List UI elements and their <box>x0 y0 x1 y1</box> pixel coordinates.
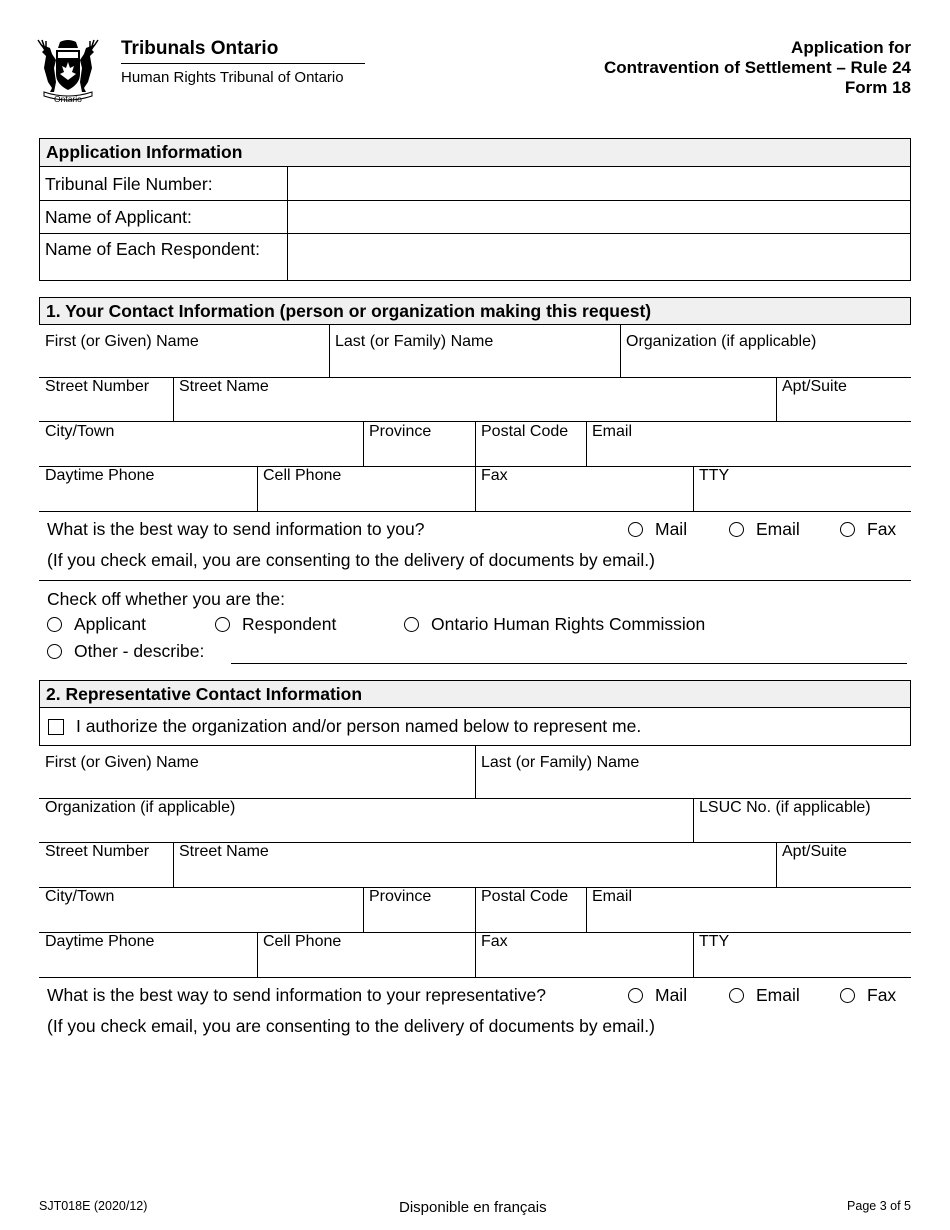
rep-first-name-label: First (or Given) Name <box>45 754 199 771</box>
rep-fax-field[interactable] <box>477 955 692 976</box>
other-radio[interactable] <box>47 644 62 659</box>
column-divider <box>620 325 621 377</box>
street-name-label: Street Name <box>179 378 269 395</box>
rep-cell-phone-label: Cell Phone <box>263 933 342 950</box>
city-label: City/Town <box>45 423 115 440</box>
email-option-label: Email <box>756 519 800 539</box>
rep-organization-label: Organization (if applicable) <box>45 799 236 816</box>
first-name-field[interactable] <box>40 355 328 376</box>
column-divider <box>363 421 364 466</box>
street-number-field[interactable] <box>40 400 172 420</box>
apt-suite-field[interactable] <box>778 400 910 420</box>
title-divider <box>121 63 365 64</box>
role-ohrc-option[interactable] <box>404 614 705 635</box>
rep-postal-code-label: Postal Code <box>481 888 569 905</box>
email-field[interactable] <box>588 445 910 465</box>
column-divider <box>475 932 476 977</box>
street-number-label: Street Number <box>45 378 150 395</box>
column-divider <box>475 466 476 511</box>
rep-apt-suite-label: Apt/Suite <box>782 843 847 860</box>
rep-last-name-label: Last (or Family) Name <box>481 754 640 771</box>
role-respondent-option[interactable] <box>215 614 336 635</box>
rep-street-number-label: Street Number <box>45 843 150 860</box>
row-divider <box>39 842 911 843</box>
fax-radio[interactable] <box>840 522 855 537</box>
rep-daytime-phone-label: Daytime Phone <box>45 933 155 950</box>
rep-email-label: Email <box>592 888 633 905</box>
column-divider <box>173 377 174 421</box>
column-divider <box>257 466 258 511</box>
role-other-option[interactable] <box>47 641 204 662</box>
daytime-phone-label: Daytime Phone <box>45 467 155 484</box>
column-divider <box>693 932 694 977</box>
ohrc-radio[interactable] <box>404 617 419 632</box>
postal-code-label: Postal Code <box>481 423 569 440</box>
column-divider <box>693 798 694 842</box>
rep-street-name-field[interactable] <box>175 865 775 886</box>
column-divider <box>475 421 476 466</box>
column-divider <box>586 421 587 466</box>
file-number-field[interactable] <box>289 168 910 199</box>
column-divider <box>287 167 288 281</box>
email-radio[interactable] <box>729 522 744 537</box>
rep-city-label: City/Town <box>45 888 115 905</box>
rep-apt-suite-field[interactable] <box>778 865 910 886</box>
rep-email-radio[interactable] <box>729 988 744 1003</box>
organization-label: Organization (if applicable) <box>626 333 817 350</box>
rep-street-name-label: Street Name <box>179 843 269 860</box>
file-number-label: Tribunal File Number: <box>45 174 213 194</box>
column-divider <box>475 887 476 932</box>
email-label: Email <box>592 423 633 440</box>
lsuc-number-label: LSUC No. (if applicable) <box>699 799 871 816</box>
check-off-role-label: Check off whether you are the: <box>47 589 286 609</box>
rep-fax-radio[interactable] <box>840 988 855 1003</box>
role-applicant-option[interactable] <box>47 614 146 635</box>
rep-province-label: Province <box>369 888 432 905</box>
province-label: Province <box>369 423 432 440</box>
last-name-field[interactable] <box>331 355 619 376</box>
rep-tty-field[interactable] <box>695 955 910 976</box>
daytime-phone-field[interactable] <box>40 489 256 510</box>
cell-phone-label: Cell Phone <box>263 467 342 484</box>
rep-method-fax-option[interactable] <box>840 985 896 1006</box>
lsuc-number-field[interactable] <box>695 821 910 841</box>
rep-email-field[interactable] <box>588 910 910 931</box>
representative-heading: 2. Representative Contact Information <box>39 680 911 708</box>
logo-caption: Ontario <box>54 94 82 104</box>
mail-option-label: Mail <box>655 519 688 539</box>
tty-label: TTY <box>699 467 730 484</box>
authorize-label: I authorize the organization and/or person named below to represent me. <box>76 716 642 736</box>
column-divider <box>776 377 777 421</box>
applicant-radio[interactable] <box>47 617 62 632</box>
form-title-line-2: Contravention of Settlement – Rule 24 <box>604 58 911 77</box>
rep-organization-field[interactable] <box>40 821 692 841</box>
column-divider <box>586 887 587 932</box>
rep-last-name-field[interactable] <box>477 776 910 797</box>
ohrc-option-label: Ontario Human Rights Commission <box>431 614 706 634</box>
fax-field[interactable] <box>477 489 692 510</box>
respondent-name-field[interactable] <box>289 234 910 280</box>
authorize-checkbox[interactable] <box>48 719 64 735</box>
application-info-heading: Application Information <box>39 138 911 167</box>
page-number: Page 3 of 5 <box>847 1199 911 1213</box>
rep-city-field[interactable] <box>40 910 362 931</box>
contact-method-email-option[interactable] <box>729 519 800 540</box>
applicant-name-field[interactable] <box>289 201 910 232</box>
row-divider <box>39 377 911 378</box>
form-title-line-1: Application for <box>791 38 911 57</box>
rep-best-way-question: What is the best way to send information to your representative? <box>47 985 547 1005</box>
column-divider <box>776 842 777 887</box>
other-describe-line[interactable] <box>231 663 907 664</box>
organization-field[interactable] <box>622 355 910 376</box>
column-divider <box>693 466 694 511</box>
tribunal-name: Human Rights Tribunal of Ontario <box>121 69 344 86</box>
rep-province-field[interactable] <box>365 910 474 931</box>
rep-first-name-field[interactable] <box>40 776 474 797</box>
rep-fax-option-label: Fax <box>867 985 897 1005</box>
form-title-line-3: Form 18 <box>844 78 911 97</box>
rep-mail-option-label: Mail <box>655 985 688 1005</box>
column-divider <box>363 887 364 932</box>
best-way-question: What is the best way to send information to you? <box>47 519 425 539</box>
rep-method-mail-option[interactable] <box>628 985 687 1006</box>
applicant-option-label: Applicant <box>74 614 146 634</box>
rep-cell-phone-field[interactable] <box>259 955 474 976</box>
postal-code-field[interactable] <box>477 445 585 465</box>
form-title <box>604 38 911 98</box>
column-divider <box>329 325 330 377</box>
rep-method-email-option[interactable] <box>729 985 800 1006</box>
cell-phone-field[interactable] <box>259 489 474 510</box>
respondent-name-label: Name of Each Respondent: <box>45 239 260 259</box>
rep-email-option-label: Email <box>756 985 800 1005</box>
fax-label: Fax <box>481 467 508 484</box>
rep-daytime-phone-field[interactable] <box>40 955 256 976</box>
applicant-name-label: Name of Applicant: <box>45 207 192 227</box>
city-field[interactable] <box>40 445 362 465</box>
row-divider <box>39 580 911 581</box>
last-name-label: Last (or Family) Name <box>335 333 494 350</box>
rep-postal-code-field[interactable] <box>477 910 585 931</box>
respondent-option-label: Respondent <box>242 614 337 634</box>
rep-street-number-field[interactable] <box>40 865 172 886</box>
contact-method-mail-option[interactable] <box>628 519 687 540</box>
column-divider <box>173 842 174 887</box>
row-divider <box>39 977 911 978</box>
contact-info-heading: 1. Your Contact Information (person or organization making this request) <box>39 297 911 325</box>
column-divider <box>257 932 258 977</box>
french-availability: Disponible en français <box>399 1199 547 1216</box>
province-field[interactable] <box>365 445 474 465</box>
rep-tty-label: TTY <box>699 933 730 950</box>
mail-radio[interactable] <box>628 522 643 537</box>
authorize-checkbox-option[interactable] <box>48 716 641 737</box>
apt-suite-label: Apt/Suite <box>782 378 847 395</box>
row-divider <box>39 511 911 512</box>
first-name-label: First (or Given) Name <box>45 333 199 350</box>
form-code: SJT018E (2020/12) <box>39 1199 148 1213</box>
rep-mail-radio[interactable] <box>628 988 643 1003</box>
respondent-radio[interactable] <box>215 617 230 632</box>
contact-method-fax-option[interactable] <box>840 519 896 540</box>
email-consent-note: (If you check email, you are consenting to the delivery of documents by email.) <box>47 550 655 570</box>
column-divider <box>475 746 476 798</box>
rep-fax-label: Fax <box>481 933 508 950</box>
rep-email-consent-note: (If you check email, you are consenting to the delivery of documents by email.) <box>47 1016 655 1036</box>
fax-option-label: Fax <box>867 519 897 539</box>
other-option-label: Other - describe: <box>74 641 205 661</box>
tty-field[interactable] <box>695 489 910 510</box>
organization-name: Tribunals Ontario <box>121 38 279 59</box>
street-name-field[interactable] <box>175 400 775 420</box>
